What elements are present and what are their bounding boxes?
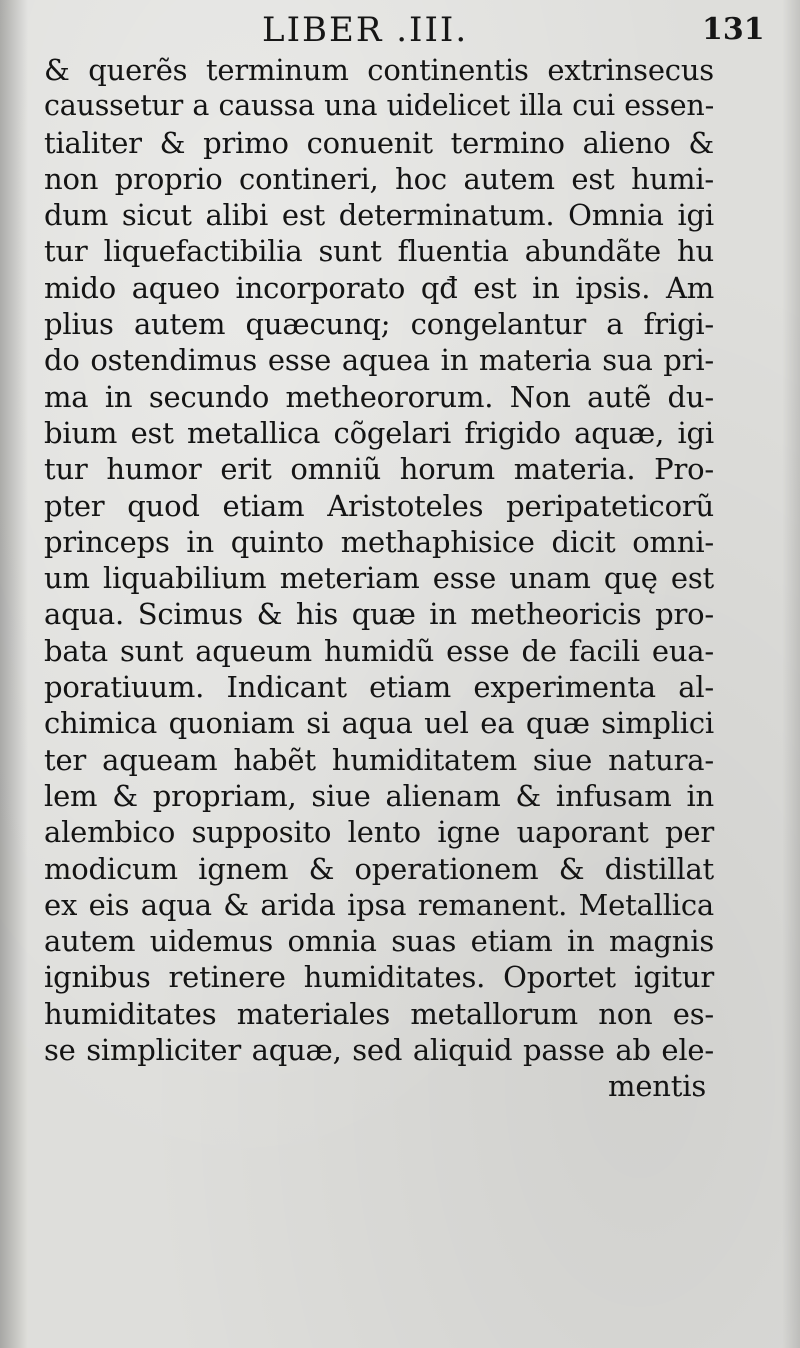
- text-line: plius autem quæcunq; congelantur a frigi-: [44, 307, 714, 342]
- text-line: ter aqueam habẽt humiditatem siue natura-: [44, 742, 714, 777]
- text-line: princeps in quinto methaphisice dicit omni-: [44, 524, 714, 559]
- text-line: ex eis aqua & arida ipsa remanent. Metallica: [44, 887, 714, 922]
- text-line: alembico supposito lento igne uaporant per: [44, 815, 714, 850]
- body-text: [44, 52, 714, 1105]
- text-line: modicum ignem & operationem & distillat: [44, 851, 714, 886]
- text-line: autem uidemus omnia suas etiam in magnis: [44, 924, 714, 959]
- page-number: 131: [702, 12, 765, 47]
- text-line: do ostendimus esse aquea in materia sua pri-: [44, 343, 714, 378]
- text-line: dum sicut alibi est determinatum. Omnia igi: [44, 198, 714, 233]
- page-edge-shadow: [782, 0, 800, 1348]
- text-line: poratiuum. Indicant etiam experimenta al-: [44, 670, 714, 705]
- text-line: aqua. Scimus & his quæ in metheoricis pro-: [44, 597, 714, 632]
- text-line: non proprio contineri, hoc autem est humi-: [44, 161, 714, 196]
- text-line: tur liquefactibilia sunt fluentia abundãte hu: [44, 234, 714, 269]
- text-line: ignibus retinere humiditates. Oportet igitur: [44, 960, 714, 995]
- text-line: humiditates materiales metallorum non es-: [44, 996, 714, 1031]
- text-line: pter quod etiam Aristoteles peripateticorũ: [44, 488, 714, 523]
- text-line: um liquabilium meteriam esse unam quę est: [44, 561, 714, 596]
- text-line: & querẽs terminum continentis extrinsecus: [44, 53, 714, 87]
- text-line: lem & propriam, siue alienam & infusam in: [44, 778, 714, 813]
- catchword: mentis: [608, 1069, 706, 1104]
- running-head: LIBER .III.: [262, 10, 469, 50]
- text-line: caussetur a caussa una uidelicet illa cui essen-: [44, 89, 714, 123]
- text-line: ma in secundo metheororum. Non autẽ du-: [44, 379, 714, 414]
- text-line: se simpliciter aquæ, sed aliquid passe ab ele-: [44, 1033, 714, 1068]
- text-line: chimica quoniam si aqua uel ea quæ simplici: [44, 706, 714, 741]
- page-header: [0, 8, 800, 52]
- text-line: tialiter & primo conuenit termino alieno &: [44, 125, 714, 160]
- page-gutter-shadow: [0, 0, 28, 1348]
- text-line: bium est metallica cõgelari frigido aquæ, igi: [44, 415, 714, 450]
- text-line: mido aqueo incorporato qđ est in ipsis. Am: [44, 270, 714, 305]
- text-line: tur humor erit omniũ horum materia. Pro-: [44, 452, 714, 487]
- text-line: bata sunt aqueum humidũ esse de facili eua-: [44, 633, 714, 668]
